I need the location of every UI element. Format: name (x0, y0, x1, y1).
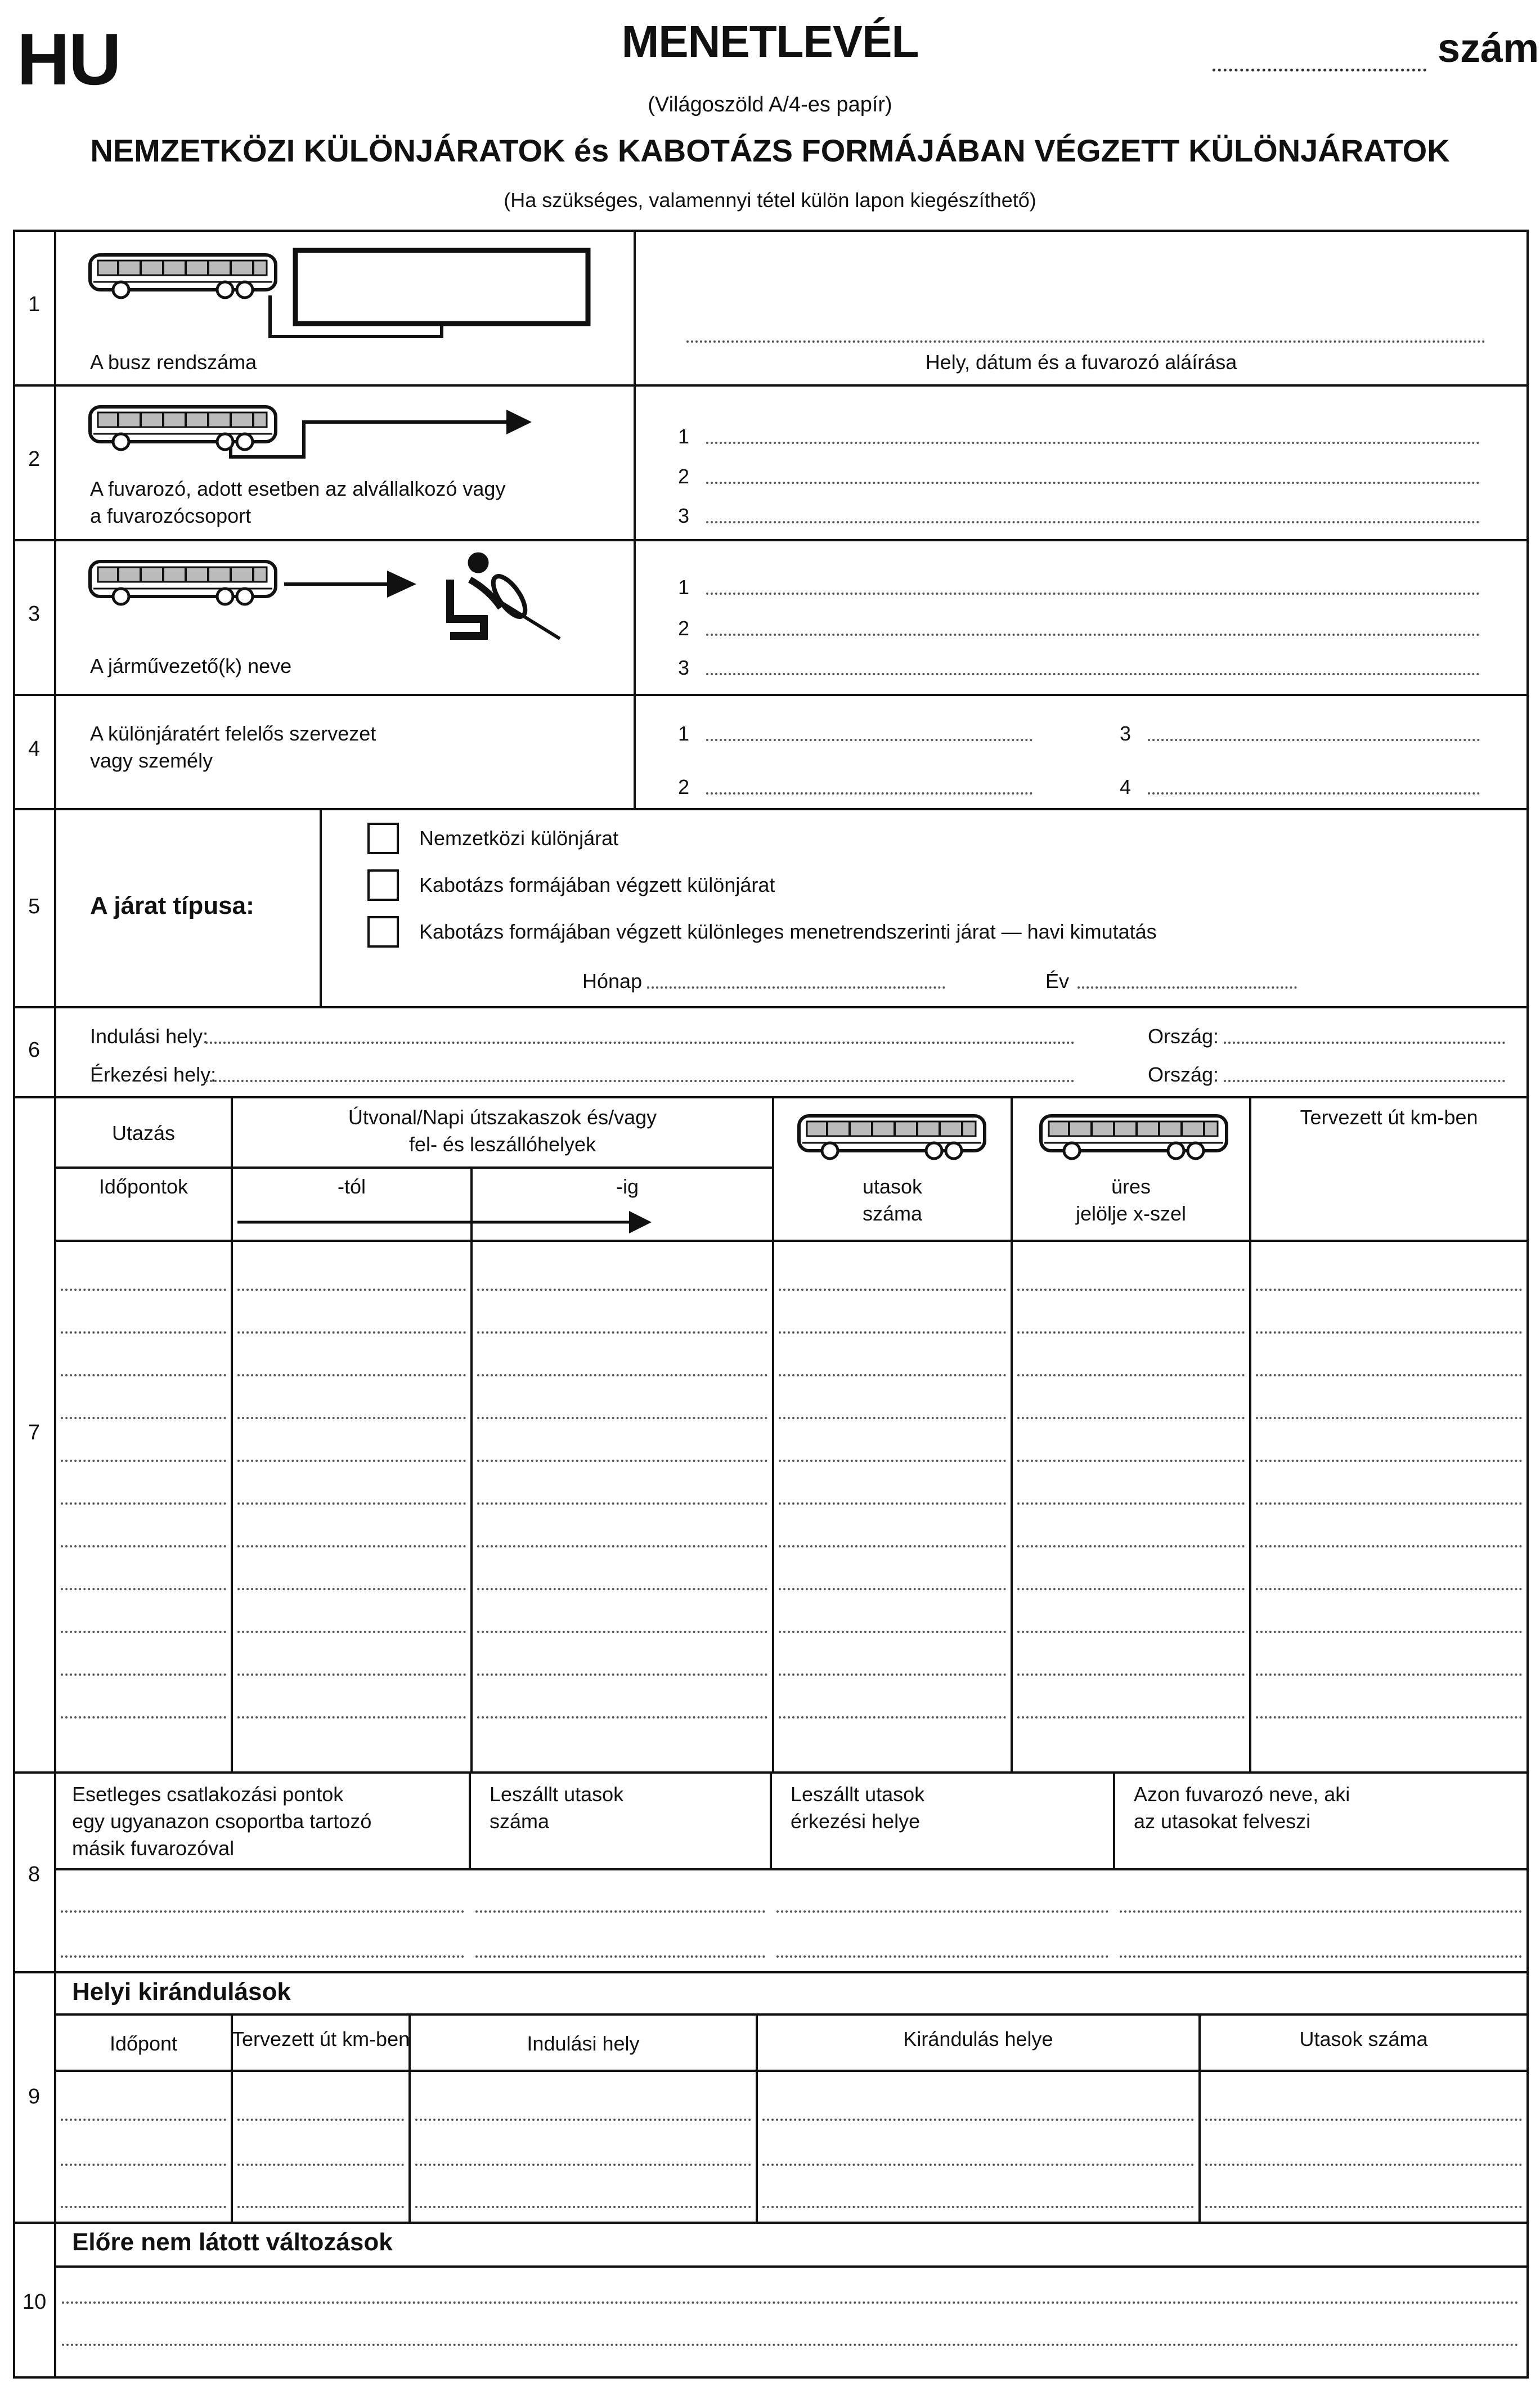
trip-entry-line[interactable] (1017, 1460, 1245, 1462)
trip-entry-line[interactable] (237, 1673, 466, 1676)
trip-entry-line[interactable] (477, 1631, 767, 1633)
drivers-label: A járművezető(k) neve (90, 654, 292, 677)
excursion-entry-line[interactable] (762, 2206, 1194, 2208)
passengers-label-2: száma (862, 1202, 923, 1225)
line-number: 1 (678, 576, 690, 599)
trip-entry-line[interactable] (1017, 1673, 1245, 1676)
trip-entry-line[interactable] (1017, 1417, 1245, 1419)
trip-entry-line[interactable] (1017, 1716, 1245, 1719)
dropped-count-label-2: száma (490, 1810, 550, 1833)
country-code: HU (17, 18, 120, 100)
trip-entry-line[interactable] (1256, 1331, 1522, 1334)
trip-entry-line[interactable] (61, 1673, 226, 1676)
trip-entry-line[interactable] (237, 1374, 466, 1376)
month-label: Hónap (582, 970, 643, 993)
trip-entry-line[interactable] (61, 1460, 226, 1462)
trip-entry-line[interactable] (477, 1502, 767, 1505)
month-field[interactable] (647, 986, 945, 989)
row-number: 2 (28, 447, 41, 471)
option-label: Kabotázs formájában végzett különleges menetrendszerinti járat — havi kimutatás (419, 920, 1157, 943)
trip-entry-line[interactable] (61, 1374, 226, 1376)
driver-field-3[interactable] (706, 673, 1480, 675)
trip-entry-line[interactable] (477, 1331, 767, 1334)
excursion-entry-line[interactable] (237, 2206, 404, 2208)
trip-entry-line[interactable] (779, 1331, 1006, 1334)
row-number: 1 (28, 293, 41, 316)
service-type-label: A járat típusa: (90, 892, 254, 919)
connection-label-3: másik fuvarozóval (72, 1837, 235, 1860)
trip-entry-line[interactable] (477, 1417, 767, 1419)
changes-field-1[interactable] (62, 2301, 1519, 2304)
col-planned-km: Tervezett út km-ben (232, 2027, 410, 2051)
trip-entry-line[interactable] (779, 1289, 1006, 1291)
bus-icon (90, 255, 276, 298)
trip-entry-line[interactable] (61, 1631, 226, 1633)
excursion-entry-line[interactable] (415, 2206, 751, 2208)
signature-field[interactable] (686, 340, 1485, 343)
route-label: Útvonal/Napi útszakaszok és/vagy (348, 1106, 657, 1129)
trip-entry-line[interactable] (237, 1631, 466, 1633)
excursion-entry-line[interactable] (1205, 2206, 1522, 2208)
from-label: -tól (338, 1175, 366, 1198)
local-excursions-title: Helyi kirándulások (72, 1978, 291, 2005)
trip-entry-line[interactable] (61, 1545, 226, 1547)
connection-entry-line[interactable] (475, 1910, 765, 1913)
pickup-carrier-label-2: az utasokat felveszi (1134, 1810, 1311, 1833)
departure-label: Indulási hely: (90, 1025, 209, 1048)
connection-entry-line[interactable] (1120, 1910, 1522, 1913)
excursion-entry-line[interactable] (1205, 2119, 1522, 2121)
organiser-label: A különjáratért felelős szervezet (90, 722, 376, 745)
route-label-2: fel- és leszállóhelyek (408, 1133, 596, 1156)
trip-entry-line[interactable] (237, 1289, 466, 1291)
trip-entry-line[interactable] (61, 1716, 226, 1719)
row-number: 8 (28, 1863, 41, 1886)
line-number: 3 (678, 656, 690, 679)
trip-entry-line[interactable] (1256, 1545, 1522, 1547)
row-number: 10 (23, 2290, 47, 2314)
trip-entry-line[interactable] (779, 1374, 1006, 1376)
trip-entry-line[interactable] (477, 1289, 767, 1291)
line-number: 1 (678, 425, 690, 448)
trip-entry-line[interactable] (779, 1588, 1006, 1590)
checkbox-international[interactable] (367, 823, 399, 854)
trip-entry-line[interactable] (1017, 1374, 1245, 1376)
trip-label: Utazás (111, 1121, 176, 1145)
excursion-entry-line[interactable] (415, 2119, 751, 2121)
trip-entry-line[interactable] (1256, 1502, 1522, 1505)
col-departure: Indulási hely (527, 2032, 640, 2055)
trip-entry-line[interactable] (779, 1502, 1006, 1505)
signature-label: Hely, dátum és a fuvarozó aláírása (925, 351, 1237, 374)
arrow-right-icon (629, 1211, 652, 1233)
line-number: 2 (678, 465, 690, 488)
connection-entry-line[interactable] (776, 1955, 1108, 1958)
trip-entry-line[interactable] (1017, 1289, 1245, 1291)
bus-icon (90, 407, 276, 450)
line-number: 2 (678, 775, 690, 798)
excursion-entry-line[interactable] (762, 2164, 1194, 2166)
trip-entry-line[interactable] (1017, 1502, 1245, 1505)
pickup-carrier-label: Azon fuvarozó neve, aki (1134, 1783, 1350, 1806)
trip-entry-line[interactable] (1256, 1588, 1522, 1590)
connection-entry-line[interactable] (61, 1910, 464, 1913)
year-label: Év (1045, 970, 1070, 993)
organiser-field-3[interactable] (1148, 739, 1480, 741)
trip-entry-line[interactable] (477, 1716, 767, 1719)
trip-entry-line[interactable] (61, 1289, 226, 1291)
checkbox-cabotage-special[interactable] (367, 916, 399, 948)
year-field[interactable] (1077, 986, 1297, 989)
trip-entry-line[interactable] (1256, 1374, 1522, 1376)
checkbox-cabotage[interactable] (367, 869, 399, 901)
departure-country-field[interactable] (1224, 1042, 1505, 1044)
carrier-field-1[interactable] (706, 442, 1480, 444)
arrow-right-icon (506, 410, 532, 434)
option-label: Nemzetközi különjárat (419, 827, 619, 850)
trip-entry-line[interactable] (477, 1673, 767, 1676)
carrier-label: A fuvarozó, adott esetben az alvállalkozó vagy (90, 477, 506, 500)
organiser-field-1[interactable] (706, 739, 1032, 741)
line-number: 4 (1120, 775, 1132, 798)
carrier-label-2: a fuvarozócsoport (90, 504, 252, 527)
connection-label: Esetleges csatlakozási pontok (72, 1783, 344, 1806)
excursion-entry-line[interactable] (1205, 2164, 1522, 2166)
trip-entry-line[interactable] (61, 1502, 226, 1505)
col-destination: Kirándulás helye (903, 2027, 1053, 2051)
country-label-2: Ország: (1148, 1063, 1219, 1086)
departure-field[interactable] (205, 1042, 1075, 1044)
trip-entry-line[interactable] (779, 1631, 1006, 1633)
driver-field-1[interactable] (706, 593, 1480, 595)
trip-entry-line[interactable] (237, 1716, 466, 1719)
row-number: 7 (28, 1421, 41, 1444)
row-number: 6 (28, 1038, 41, 1062)
number-label: szám (1438, 26, 1539, 71)
excursion-entry-line[interactable] (762, 2119, 1194, 2121)
row-number: 3 (28, 602, 41, 626)
connection-label-2: egy ugyanazon csoportba tartozó (72, 1810, 372, 1833)
trip-entry-line[interactable] (61, 1331, 226, 1334)
paper-note: (Világoszöld A/4-es papír) (648, 93, 892, 116)
trip-entry-line[interactable] (237, 1460, 466, 1462)
document-subtitle: NEMZETKÖZI KÜLÖNJÁRATOK és KABOTÁZS FORMÁJÁBAN VÉGZETT KÜLÖNJÁRATOK (90, 133, 1450, 168)
organiser-field-2[interactable] (706, 792, 1032, 795)
empty-label-2: jelölje x-szel (1075, 1202, 1187, 1225)
document-title: MENETLEVÉL (621, 16, 919, 66)
trip-entry-line[interactable] (477, 1545, 767, 1547)
trip-entry-line[interactable] (1017, 1631, 1245, 1633)
line-number: 2 (678, 617, 690, 640)
passengers-label: utasok (862, 1175, 923, 1198)
arrival-label: Érkezési hely: (90, 1063, 217, 1086)
trip-entry-line[interactable] (237, 1502, 466, 1505)
plate-label: A busz rendszáma (90, 351, 257, 374)
bus-icon (1041, 1116, 1227, 1159)
option-label: Kabotázs formájában végzett különjárat (419, 873, 775, 896)
trip-entry-line[interactable] (1256, 1631, 1522, 1633)
col-date: Időpont (109, 2032, 178, 2055)
dropped-count-label: Leszállt utasok (490, 1783, 624, 1806)
arrival-country-field[interactable] (1224, 1080, 1505, 1082)
excursion-entry-line[interactable] (237, 2164, 404, 2166)
carrier-field-3[interactable] (706, 521, 1480, 523)
unforeseen-changes-title: Előre nem látott változások (72, 2228, 393, 2256)
planned-km-label: Tervezett út km-ben (1300, 1106, 1478, 1129)
excursion-entry-line[interactable] (61, 2164, 226, 2166)
trip-entry-line[interactable] (477, 1374, 767, 1376)
driver-steering-wheel-icon (450, 553, 560, 639)
trip-entry-line[interactable] (1017, 1545, 1245, 1547)
empty-label: üres (1111, 1175, 1151, 1198)
changes-field-2[interactable] (62, 2344, 1519, 2346)
bus-icon (90, 562, 276, 604)
trip-entry-line[interactable] (477, 1460, 767, 1462)
times-label: Időpontok (98, 1175, 188, 1198)
row-number: 9 (28, 2085, 41, 2108)
trip-entry-line[interactable] (1256, 1673, 1522, 1676)
excursion-entry-line[interactable] (415, 2164, 751, 2166)
trip-entry-line[interactable] (1256, 1460, 1522, 1462)
arrival-field[interactable] (205, 1080, 1075, 1082)
arrow-right-icon (387, 571, 416, 598)
col-passengers: Utasok száma (1299, 2027, 1428, 2051)
organiser-field-4[interactable] (1148, 792, 1480, 795)
connection-entry-line[interactable] (776, 1910, 1108, 1913)
trip-entry-line[interactable] (1256, 1716, 1522, 1719)
trip-entry-line[interactable] (779, 1716, 1006, 1719)
trip-entry-line[interactable] (779, 1460, 1006, 1462)
line-number: 1 (678, 722, 690, 745)
line-number: 3 (678, 504, 690, 527)
dropped-place-label: Leszállt utasok (791, 1783, 925, 1806)
trip-entry-line[interactable] (1017, 1588, 1245, 1590)
trip-entry-line[interactable] (61, 1417, 226, 1419)
supplement-note: (Ha szükséges, valamennyi tétel külön lapon kiegészíthető) (504, 189, 1036, 212)
dropped-place-label-2: érkezési helye (791, 1810, 921, 1833)
line-number: 3 (1120, 722, 1132, 745)
organiser-label-2: vagy személy (90, 749, 213, 772)
to-label: -ig (616, 1175, 639, 1198)
carrier-field-2[interactable] (706, 482, 1480, 484)
trip-entry-line[interactable] (237, 1417, 466, 1419)
trip-entry-line[interactable] (61, 1588, 226, 1590)
bus-icon (799, 1116, 985, 1159)
excursion-entry-line[interactable] (61, 2206, 226, 2208)
trip-entry-line[interactable] (477, 1588, 767, 1590)
excursion-entry-line[interactable] (61, 2119, 226, 2121)
connection-entry-line[interactable] (475, 1955, 765, 1958)
trip-entry-line[interactable] (1256, 1417, 1522, 1419)
trip-entry-line[interactable] (779, 1673, 1006, 1676)
trip-entry-line[interactable] (1017, 1331, 1245, 1334)
row-number: 4 (28, 737, 41, 761)
trip-entry-line[interactable] (779, 1417, 1006, 1419)
trip-entry-line[interactable] (779, 1545, 1006, 1547)
trip-entry-line[interactable] (237, 1545, 466, 1547)
country-label: Ország: (1148, 1025, 1219, 1048)
excursion-entry-line[interactable] (237, 2119, 404, 2121)
trip-entry-line[interactable] (1256, 1289, 1522, 1291)
connection-entry-line[interactable] (1120, 1955, 1522, 1958)
trip-entry-line[interactable] (237, 1588, 466, 1590)
trip-entry-line[interactable] (237, 1331, 466, 1334)
row-number: 5 (28, 895, 41, 918)
connection-entry-line[interactable] (61, 1955, 464, 1958)
driver-field-2[interactable] (706, 634, 1480, 636)
